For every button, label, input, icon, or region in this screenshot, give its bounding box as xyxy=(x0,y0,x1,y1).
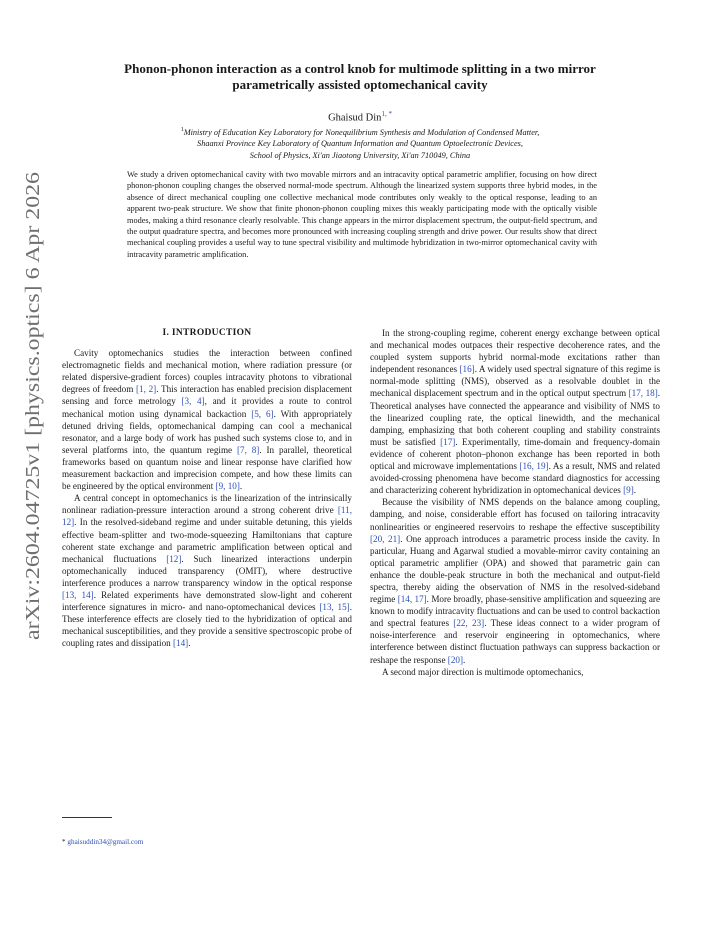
author-name: Ghaisud Din xyxy=(328,112,382,124)
arxiv-id-text: arXiv:2604.04725v1 [physics.optics] 6 Apr 2026 xyxy=(23,257,44,640)
citation-link[interactable]: [20] xyxy=(447,654,463,665)
intro-paragraph-1: Cavity optomechanics studies the interaction between confined electromagnetic fields and mechanical motion, where radiation pressure (or related dispersive-gradient forces) couples intracavity photons to vibrational degrees of freedom [1, 2]. This interaction has enabled precision displacement sensing and force metrology [3, 4], and it provides a route to control mechanical motion using dynamical backaction [5, 6]. With appropriately detuned driving fields, optomechanical damping can cool a mechanical resonator, and a large body of work has pushed such systems close to, and in several platforms into, the quantum regime [7, 8]. In parallel, theoretical frameworks based on quantum noise and linear response have clarified how measurement backaction and imprecision compete, and how these limits can be engineered by the optical environment [9, 10]. xyxy=(62,348,353,492)
footnote xyxy=(62,838,143,846)
intro-paragraph-3: In the strong-coupling regime, coherent energy exchange between optical and mechanical modes outpaces their respective decoherence rates, and the coupled system supports hybrid normal-mode excitations rather than independent resonances [16]. A widely used spectral signature of this regime is normal-mode splitting (NMS), observed as a resolvable doublet in the mechanical displacement spectrum and in the optical output spectrum [17, 18]. Theoretical analyses have connected the appearance and visibility of NMS to the linearized coupling rate, the optical linewidth, and the mechanical damping, emphasizing that both coherent coupling and stability constraints must be satisfied [17]. Experimentally, time-domain and frequency-domain evidence of coherent photon–phonon exchange has been reported in both optical and microwave implementations [16, 19]. As a result, NMS and related avoided-crossing phenomena have become standard diagnostics for accessing and characterizing coherent hybridization in optomechanical devices [9]. xyxy=(370,328,661,496)
citation-link[interactable]: [16, 19] xyxy=(519,461,549,472)
author-line xyxy=(50,110,670,124)
citation-link[interactable]: [17, 18] xyxy=(628,388,658,399)
paper-title xyxy=(50,61,670,93)
title-line-1: Phonon-phonon interaction as a control knob for multimode splitting in a two mirror xyxy=(124,61,596,76)
intro-paragraph-2: A central concept in optomechanics is the linearization of the intrinsically nonlinear radiation-pressure interaction around a strong coherent drive [11, 12]. In the resolved-sideband regime and under suitable detuning, this yields effective beam-splitter and two-mode-squeezing Hamiltonians that capture coherent state exchange and parametric amplification between optical and mechanical fluctuations [12]. Such linearized interactions underpin optomechanically induced transparency (OMIT), where destructive interference produces a narrow transparency window in the optical response [13, 14]. Related experiments have demonstrated slow-light and coherent interference signatures in micro- and nano-optomechanical devices [13, 15]. These interference effects are closely tied to the hybridization of optical and mechanical susceptibilities, and they provide a sensitive spectroscopic probe of coupling rates and dissipation [14]. xyxy=(62,493,353,649)
citation-link[interactable]: [20, 21] xyxy=(370,533,401,544)
right-column xyxy=(370,327,660,678)
citation-link[interactable]: [14] xyxy=(173,638,189,649)
affiliation-line-3: School of Physics, Xi'an Jiaotong University, Xi'an 710049, China xyxy=(249,150,471,160)
citation-link[interactable]: [9] xyxy=(623,485,634,496)
citation-link[interactable]: [9, 10] xyxy=(215,481,240,492)
citation-link[interactable]: [13, 14] xyxy=(62,589,94,600)
citation-link[interactable]: [22, 23] xyxy=(453,618,485,629)
intro-paragraph-4: Because the visibility of NMS depends on the balance among coupling, damping, and noise, considerable effort has focused on tailoring intracavity nonlinearities or engineered reservoirs to reshape the effective susceptibility [20, 21]. One approach introduces a parametric process inside the cavity. In particular, Huang and Agarwal studied a movable-mirror cavity containing an optical parametric amplifier (OPA) and showed that parametric gain can enhance the double-peak structure in both the mechanical and output-field spectra, thereby aiding the observation of NMS in the resolved-sideband regime [14, 17]. More broadly, phase-sensitive amplification and squeezing are known to modify intracavity fluctuations and can be used to control backaction and spectral features [22, 23]. These ideas connect to a wider program of noise-interference and reservoir engineering in optomechanics, where interference between distinct fluctuation pathways can suppress backaction or reshape the response [20]. xyxy=(370,497,660,665)
abstract: We study a driven optomechanical cavity with two movable mirrors and an intracavity optical parametric amplifier, focusing on how direct phonon-phonon coupling changes the observed normal-mode spectrum. Although the linearized system supports three hybrid modes, in the absence of direct mechanical coupling one collective mechanical mode contributes only weakly to the optical response, leading to an apparent two-peak structure. We show that finite phonon-phonon coupling mixes this weakly participating mode with the optically visible modes, making a third resonance clearly resolvable. This change appears in the mirror displacement spectrum, the output-field spectrum, and the output quadrature spectra, and becomes more pronounced with increasing coupling strength and drive power. Our results show that direct mechanical coupling provides a useful way to tune spectral visibility and multimode hybridization in two-mirror optomechanical cavity with intracavity parametric amplification. xyxy=(127,170,597,259)
affiliation-mark: 1 xyxy=(180,127,184,133)
intro-paragraph-5: A second major direction is multimode optomechanics, xyxy=(382,666,584,677)
citation-link[interactable]: [11, 12] xyxy=(62,505,352,528)
footnote-email-link[interactable]: ghaisuddin34@gmail.com xyxy=(67,838,144,846)
footnote-mark: * xyxy=(62,838,66,846)
citation-link[interactable]: [7, 8] xyxy=(236,444,260,455)
citation-link[interactable]: [1, 2] xyxy=(136,384,157,395)
citation-link[interactable]: [3, 4] xyxy=(181,396,205,407)
affiliation xyxy=(60,125,660,161)
citation-link[interactable]: [16] xyxy=(459,364,475,375)
citation-link[interactable]: [5, 6] xyxy=(251,408,274,419)
affiliation-line-1: Ministry of Education Key Laboratory for Nonequilibrium Synthesis and Modulation of Condensed Matter, xyxy=(183,127,540,137)
author-marks[interactable]: 1, * xyxy=(381,110,392,118)
arxiv-identifier-stamp xyxy=(6,160,54,660)
section-heading-introduction: I. INTRODUCTION xyxy=(162,328,252,338)
affiliation-line-2: Shaanxi Province Key Laboratory of Quantum Information and Quantum Optoelectronic Devices, xyxy=(197,139,523,149)
citation-link[interactable]: [13, 15] xyxy=(319,602,350,613)
citation-link[interactable]: [12] xyxy=(166,553,182,564)
citation-link[interactable]: [17] xyxy=(440,436,456,447)
citation-link[interactable]: [14, 17] xyxy=(397,594,427,605)
arxiv-stamp-svg xyxy=(6,160,54,660)
title-line-2: parametrically assisted optomechanical cavity xyxy=(232,77,488,92)
footnote-divider xyxy=(62,817,112,818)
left-column xyxy=(62,327,352,649)
